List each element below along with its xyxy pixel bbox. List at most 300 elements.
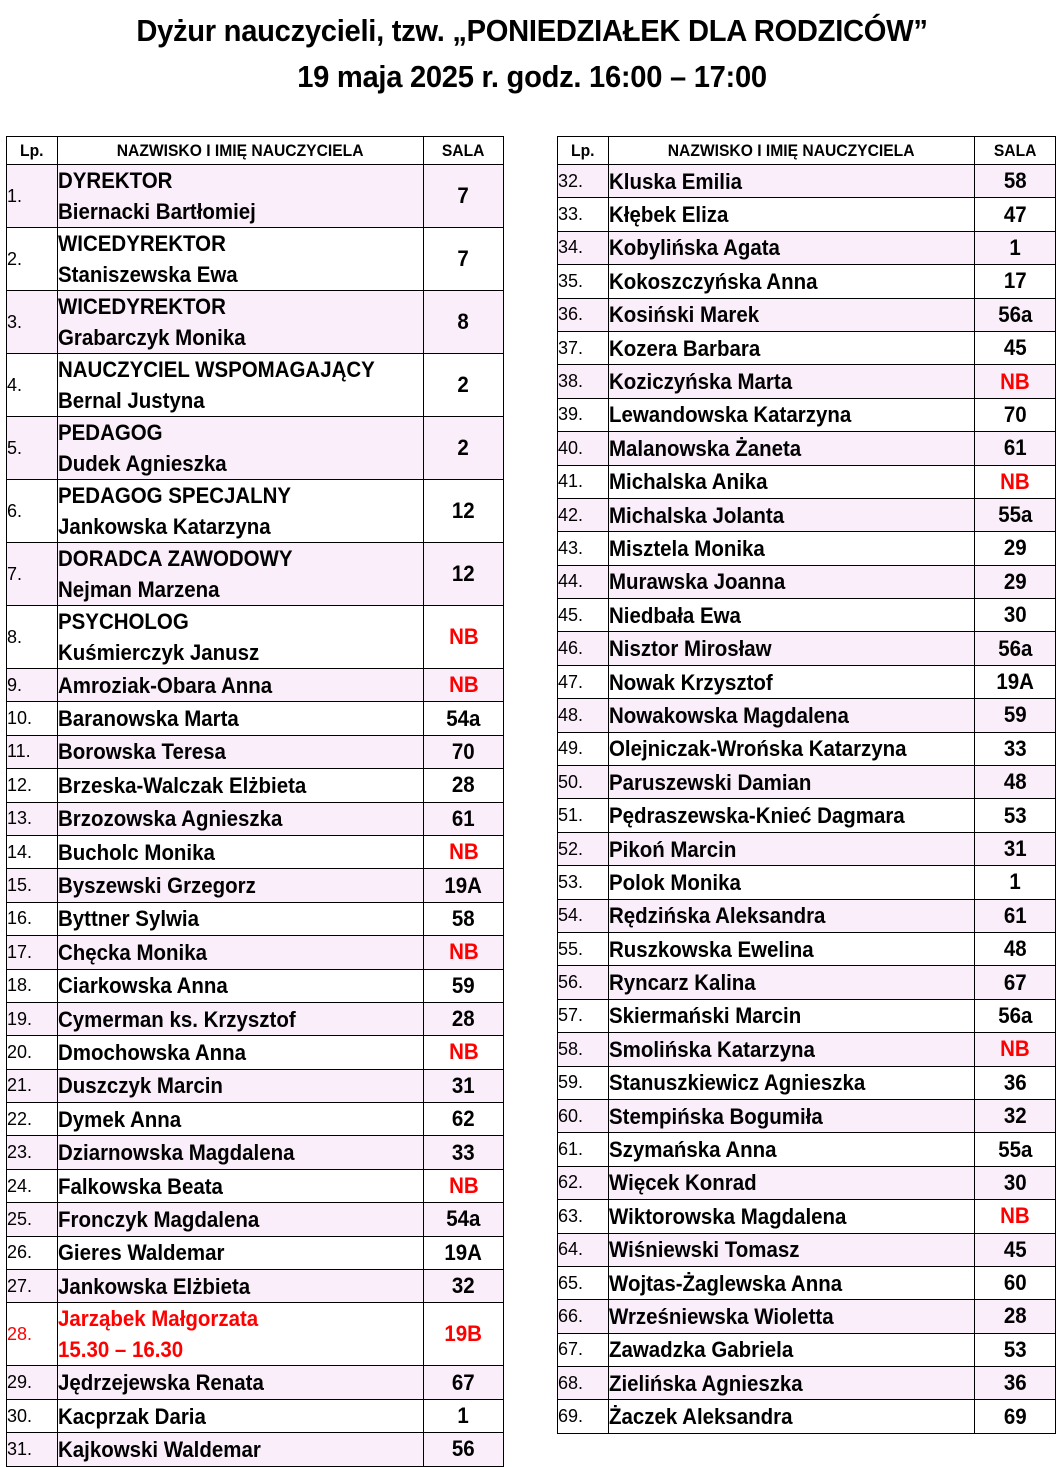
row-number: 33. (558, 198, 609, 231)
teacher-name-text: PEDAGOG SPECJALNY Jankowska Katarzyna (58, 483, 292, 539)
room-number-text: 55a (997, 1136, 1033, 1162)
room-number-text: 58 (1003, 168, 1027, 194)
row-number: 1. (7, 165, 58, 228)
teacher-name (609, 799, 975, 832)
row-number: 60. (558, 1099, 609, 1132)
teacher-name (609, 1333, 975, 1366)
teacher-name-text: Nowak Krzysztof (609, 669, 773, 695)
table-row (7, 769, 504, 802)
teacher-name (609, 999, 975, 1032)
teacher-name (609, 465, 975, 498)
teacher-name-text: Jankowska Elżbieta (58, 1273, 251, 1299)
table-row (7, 291, 504, 354)
room-number (975, 1233, 1056, 1266)
room-number (975, 365, 1056, 398)
column-header-lp: Lp. (7, 137, 58, 165)
table-row (558, 1367, 1056, 1400)
teacher-name-text: Brzeska-Walczak Elżbieta (58, 772, 307, 798)
teacher-name-text: Dziarnowska Magdalena (58, 1140, 295, 1166)
room-number-text: 56 (452, 1436, 475, 1462)
teacher-name (609, 1066, 975, 1099)
table-row (558, 498, 1056, 531)
room-number (975, 999, 1056, 1032)
table-row (558, 899, 1056, 932)
teacher-name (58, 1136, 424, 1169)
teacher-name-text: Falkowska Beata (58, 1173, 223, 1199)
row-number: 13. (7, 802, 58, 835)
room-number (424, 1002, 504, 1035)
teacher-name-text: Zielińska Agnieszka (609, 1370, 803, 1396)
room-number (975, 398, 1056, 431)
duty-table-left (6, 136, 504, 1467)
room-number-text: NB (448, 1039, 479, 1065)
teacher-name-text: Pędraszewska-Knieć Dagmara (609, 803, 905, 829)
room-number (975, 432, 1056, 465)
room-number-text: 32 (452, 1273, 475, 1299)
room-number (975, 599, 1056, 632)
teacher-name-text: Gieres Waldemar (58, 1240, 225, 1266)
room-number-text: 1 (1009, 869, 1021, 895)
teacher-name (58, 1069, 424, 1102)
teacher-name (609, 298, 975, 331)
room-number-text: 33 (1003, 735, 1027, 761)
row-number: 53. (558, 866, 609, 899)
room-number (424, 1169, 504, 1202)
room-number (424, 354, 504, 417)
teacher-name (58, 1303, 424, 1366)
table-row (558, 1166, 1056, 1199)
row-number: 67. (558, 1333, 609, 1366)
room-number-text: 29 (1003, 535, 1027, 561)
table-row (7, 1103, 504, 1136)
table-row (558, 398, 1056, 431)
row-number: 37. (558, 331, 609, 364)
room-number (975, 932, 1056, 965)
row-number: 61. (558, 1133, 609, 1166)
teacher-name (609, 231, 975, 264)
table-row (558, 1333, 1056, 1366)
room-number-text: NB (1000, 468, 1030, 494)
teacher-name-text: DORADCA ZAWODOWY Nejman Marzena (58, 546, 293, 602)
room-number (975, 866, 1056, 899)
teacher-name (609, 966, 975, 999)
teacher-name (609, 198, 975, 231)
room-number (424, 165, 504, 228)
row-number: 58. (558, 1033, 609, 1066)
column-header-room: SALA (424, 137, 504, 165)
row-number: 63. (558, 1200, 609, 1233)
teacher-name-text: Michalska Anika (609, 469, 768, 495)
teacher-name-text: Fronczyk Magdalena (58, 1206, 260, 1232)
teacher-name (609, 165, 975, 198)
teacher-name-text: PSYCHOLOG Kuśmierczyk Janusz (58, 609, 260, 665)
row-number: 12. (7, 769, 58, 802)
teacher-name (609, 599, 975, 632)
teacher-name (609, 1266, 975, 1299)
room-number-text: 29 (1003, 568, 1027, 594)
teacher-name-text: Nowakowska Magdalena (609, 702, 849, 728)
room-number-text: 7 (457, 246, 470, 271)
room-number-text: 30 (1003, 1169, 1027, 1195)
row-number: 50. (558, 766, 609, 799)
room-number (975, 832, 1056, 865)
teacher-name-text: DYREKTOR Biernacki Bartłomiej (58, 168, 256, 224)
table-row (558, 766, 1056, 799)
row-number: 47. (558, 665, 609, 698)
teacher-name (58, 969, 424, 1002)
teacher-name (609, 398, 975, 431)
teacher-name (58, 869, 424, 902)
teacher-name (609, 331, 975, 364)
table-row (558, 1300, 1056, 1333)
room-number-text: 48 (1003, 769, 1027, 795)
row-number: 19. (7, 1002, 58, 1035)
table-row (7, 1136, 504, 1169)
room-number (424, 291, 504, 354)
room-number (424, 702, 504, 735)
row-number: 5. (7, 417, 58, 480)
teacher-name (58, 354, 424, 417)
teacher-name-text: Chęcka Monika (58, 939, 207, 965)
row-number: 28. (7, 1303, 58, 1366)
room-number (424, 769, 504, 802)
teacher-name (609, 899, 975, 932)
room-number-text: 59 (452, 972, 475, 998)
room-number (975, 899, 1056, 932)
table-row (7, 228, 504, 291)
duty-table-right (557, 136, 1056, 1434)
teacher-name (609, 832, 975, 865)
room-number (424, 1036, 504, 1069)
table-row (7, 702, 504, 735)
room-number (975, 699, 1056, 732)
column-header-name: NAZWISKO I IMIĘ NAUCZYCIELA (58, 137, 424, 165)
row-number: 39. (558, 398, 609, 431)
table-row (7, 1203, 504, 1236)
teacher-name-text: Kobylińska Agata (609, 235, 780, 261)
table-row (558, 632, 1056, 665)
title-line-2: 19 maja 2025 r. godz. 16:00 – 17:00 (297, 59, 767, 94)
teacher-name (58, 543, 424, 606)
room-number (424, 1203, 504, 1236)
teacher-name-text: Wrześniewska Wioletta (609, 1303, 834, 1329)
teacher-name-text: Dymek Anna (58, 1106, 182, 1132)
table-row (7, 1002, 504, 1035)
room-number (975, 331, 1056, 364)
room-number-text: 56a (997, 1002, 1033, 1028)
row-number: 49. (558, 732, 609, 765)
table-row (558, 532, 1056, 565)
teacher-name (58, 902, 424, 935)
row-number: 43. (558, 532, 609, 565)
row-number: 18. (7, 969, 58, 1002)
teacher-name (609, 932, 975, 965)
table-row (558, 1233, 1056, 1266)
teacher-name (58, 1036, 424, 1069)
teacher-name-text: WICEDYREKTOR Grabarczyk Monika (58, 294, 246, 350)
table-body-right (558, 165, 1056, 1434)
room-number-text: 17 (1003, 268, 1027, 294)
room-number-text: 55a (997, 502, 1033, 528)
room-number (424, 1303, 504, 1366)
room-number-text: 30 (1003, 602, 1027, 628)
table-row (558, 1033, 1056, 1066)
teacher-name (609, 432, 975, 465)
teacher-name (609, 532, 975, 565)
teacher-name (609, 1400, 975, 1433)
room-number (975, 1166, 1056, 1199)
row-number: 38. (558, 365, 609, 398)
table-row (7, 1270, 504, 1303)
row-number: 44. (558, 565, 609, 598)
teacher-name (609, 565, 975, 598)
room-number-text: 69 (1003, 1403, 1027, 1429)
room-number-text: NB (448, 939, 479, 965)
teacher-name-text: Michalska Jolanta (609, 502, 785, 528)
table-row (7, 735, 504, 768)
table-row (7, 1433, 504, 1466)
teacher-name-text: Żaczek Aleksandra (609, 1404, 793, 1430)
teacher-name-text: Skiermański Marcin (609, 1003, 802, 1029)
table-header-row (7, 137, 504, 165)
teacher-name (58, 291, 424, 354)
room-number (975, 465, 1056, 498)
row-number: 62. (558, 1166, 609, 1199)
teacher-name-text: Koziczyńska Marta (609, 369, 793, 395)
teacher-name-text: Niedbała Ewa (609, 602, 741, 628)
table-row (7, 1069, 504, 1102)
room-number-text: 19A (996, 669, 1034, 695)
row-number: 4. (7, 354, 58, 417)
room-number (975, 1200, 1056, 1233)
room-number (975, 1367, 1056, 1400)
row-number: 42. (558, 498, 609, 531)
teacher-name (609, 665, 975, 698)
teacher-name-text: Ciarkowska Anna (58, 973, 228, 999)
teacher-name (609, 365, 975, 398)
table-row (558, 599, 1056, 632)
teacher-name-text: Cymerman ks. Krzysztof (58, 1006, 296, 1032)
table-row (7, 354, 504, 417)
room-number-text: NB (1000, 1203, 1030, 1229)
room-number-text: 53 (1003, 1336, 1027, 1362)
room-number-text: 36 (1003, 1069, 1027, 1095)
room-number-text: NB (1000, 1036, 1030, 1062)
teacher-name-text: Murawska Joanna (609, 569, 786, 595)
row-number: 36. (558, 298, 609, 331)
row-number: 22. (7, 1103, 58, 1136)
room-number (424, 802, 504, 835)
room-number (975, 1099, 1056, 1132)
room-number (424, 735, 504, 768)
table-row (558, 331, 1056, 364)
room-number (975, 1133, 1056, 1166)
table-row (7, 1169, 504, 1202)
row-number: 31. (7, 1433, 58, 1466)
teacher-name-text: Kozera Barbara (609, 335, 761, 361)
table-row (558, 665, 1056, 698)
table-row (558, 298, 1056, 331)
teacher-name-text: Zawadzka Gabriela (609, 1337, 794, 1363)
room-number (975, 1266, 1056, 1299)
row-number: 57. (558, 999, 609, 1032)
teacher-name (58, 936, 424, 969)
row-number: 69. (558, 1400, 609, 1433)
row-number: 41. (558, 465, 609, 498)
row-number: 40. (558, 432, 609, 465)
table-row (558, 966, 1056, 999)
table-row (7, 480, 504, 543)
table-row (7, 417, 504, 480)
table-row (558, 832, 1056, 865)
room-number (424, 1270, 504, 1303)
table-row (558, 866, 1056, 899)
teacher-name (609, 1200, 975, 1233)
table-row (7, 902, 504, 935)
table-row (7, 606, 504, 669)
teacher-name-text: Duszczyk Marcin (58, 1073, 223, 1099)
room-number-text: 54a (446, 1206, 481, 1232)
table-body-left (7, 165, 504, 1467)
room-number-text: NB (448, 624, 479, 649)
room-number-text: 56a (997, 635, 1033, 661)
teacher-name (58, 606, 424, 669)
row-number: 51. (558, 799, 609, 832)
teacher-name-text: Misztela Monika (609, 535, 765, 561)
table-row (558, 1133, 1056, 1166)
row-number: 15. (7, 869, 58, 902)
teacher-name (58, 1399, 424, 1432)
row-number: 34. (558, 231, 609, 264)
table-row (7, 1236, 504, 1269)
room-number-text: 58 (452, 905, 475, 931)
room-number-text: 67 (1003, 969, 1027, 995)
room-number-text: 62 (452, 1106, 475, 1132)
room-number-text: 2 (457, 372, 470, 397)
row-number: 54. (558, 899, 609, 932)
row-number: 9. (7, 669, 58, 702)
teacher-name (609, 1133, 975, 1166)
row-number: 3. (7, 291, 58, 354)
room-number (975, 231, 1056, 264)
row-number: 11. (7, 735, 58, 768)
row-number: 59. (558, 1066, 609, 1099)
room-number (975, 732, 1056, 765)
room-number (424, 1433, 504, 1466)
table-row (7, 669, 504, 702)
teacher-name (58, 769, 424, 802)
teacher-name (609, 1367, 975, 1400)
room-number (424, 835, 504, 868)
row-number: 21. (7, 1069, 58, 1102)
row-number: 27. (7, 1270, 58, 1303)
teacher-name-text: Kłębek Eliza (609, 202, 729, 228)
room-number (975, 1066, 1056, 1099)
room-number-text: NB (1000, 368, 1030, 394)
room-number (975, 1033, 1056, 1066)
teacher-name-text: Borowska Teresa (58, 739, 226, 765)
room-number-text: 1 (457, 1403, 470, 1428)
room-number-text: 19A (444, 1239, 483, 1265)
room-number (424, 480, 504, 543)
teacher-name-text: Byttner Sylwia (58, 906, 199, 932)
room-number (975, 799, 1056, 832)
table-row (7, 936, 504, 969)
teacher-name (58, 735, 424, 768)
table-row (7, 835, 504, 868)
teacher-name-text: Jarząbek Małgorzata 15.30 – 16.30 (58, 1306, 259, 1363)
teacher-name (609, 1166, 975, 1199)
room-number-text: 28 (1003, 1303, 1027, 1329)
teacher-name (58, 1103, 424, 1136)
table-row (7, 1036, 504, 1069)
column-header-name: NAZWISKO I IMIĘ NAUCZYCIELA (609, 137, 975, 165)
teacher-name (609, 766, 975, 799)
teacher-name-text: Wiśniewski Tomasz (609, 1237, 800, 1263)
row-number: 23. (7, 1136, 58, 1169)
room-number (424, 1366, 504, 1399)
room-number-text: 59 (1003, 702, 1027, 728)
room-number-text: 56a (997, 301, 1033, 327)
teacher-name-text: NAUCZYCIEL WSPOMAGAJĄCY Bernal Justyna (58, 357, 375, 413)
table-row (558, 1200, 1056, 1233)
table-row (558, 198, 1056, 231)
room-number-text: NB (448, 672, 479, 698)
teacher-name-text: Kokoszczyńska Anna (609, 268, 818, 294)
room-number (424, 228, 504, 291)
row-number: 56. (558, 966, 609, 999)
room-number (424, 1136, 504, 1169)
title-line-1: Dyżur nauczycieli, tzw. „PONIEDZIAŁEK DLA RODZICÓW” (136, 13, 928, 48)
table-row (7, 165, 504, 228)
room-number-text: 60 (1003, 1270, 1027, 1296)
teacher-name-text: Lewandowska Katarzyna (609, 402, 852, 428)
teacher-name-text: Ryncarz Kalina (609, 970, 756, 996)
teacher-name-text: Pikoń Marcin (609, 836, 737, 862)
teacher-name (609, 866, 975, 899)
teacher-name (58, 1236, 424, 1269)
row-number: 26. (7, 1236, 58, 1269)
room-number (424, 969, 504, 1002)
room-number-text: 1 (1009, 234, 1021, 260)
teacher-name (609, 632, 975, 665)
room-number (424, 606, 504, 669)
room-number (975, 1300, 1056, 1333)
row-number: 48. (558, 699, 609, 732)
row-number: 65. (558, 1266, 609, 1299)
table-row (558, 565, 1056, 598)
room-number-text: 61 (1003, 435, 1027, 461)
room-number-text: 36 (1003, 1370, 1027, 1396)
row-number: 8. (7, 606, 58, 669)
teacher-name-text: Kacprzak Daria (58, 1403, 206, 1429)
table-row (558, 932, 1056, 965)
room-number (424, 1069, 504, 1102)
teacher-name (58, 480, 424, 543)
teacher-name-text: Smolińska Katarzyna (609, 1036, 815, 1062)
room-number (424, 869, 504, 902)
teacher-name (609, 1033, 975, 1066)
teacher-name-text: Brzozowska Agnieszka (58, 806, 283, 832)
teacher-name-text: Byszewski Grzegorz (58, 873, 256, 899)
table-row (558, 1266, 1056, 1299)
teacher-name-text: Dmochowska Anna (58, 1039, 246, 1065)
room-number-text: 61 (452, 805, 475, 831)
table-row (7, 1303, 504, 1366)
teacher-name (609, 1300, 975, 1333)
room-number-text: 61 (1003, 902, 1027, 928)
teacher-name (58, 1203, 424, 1236)
